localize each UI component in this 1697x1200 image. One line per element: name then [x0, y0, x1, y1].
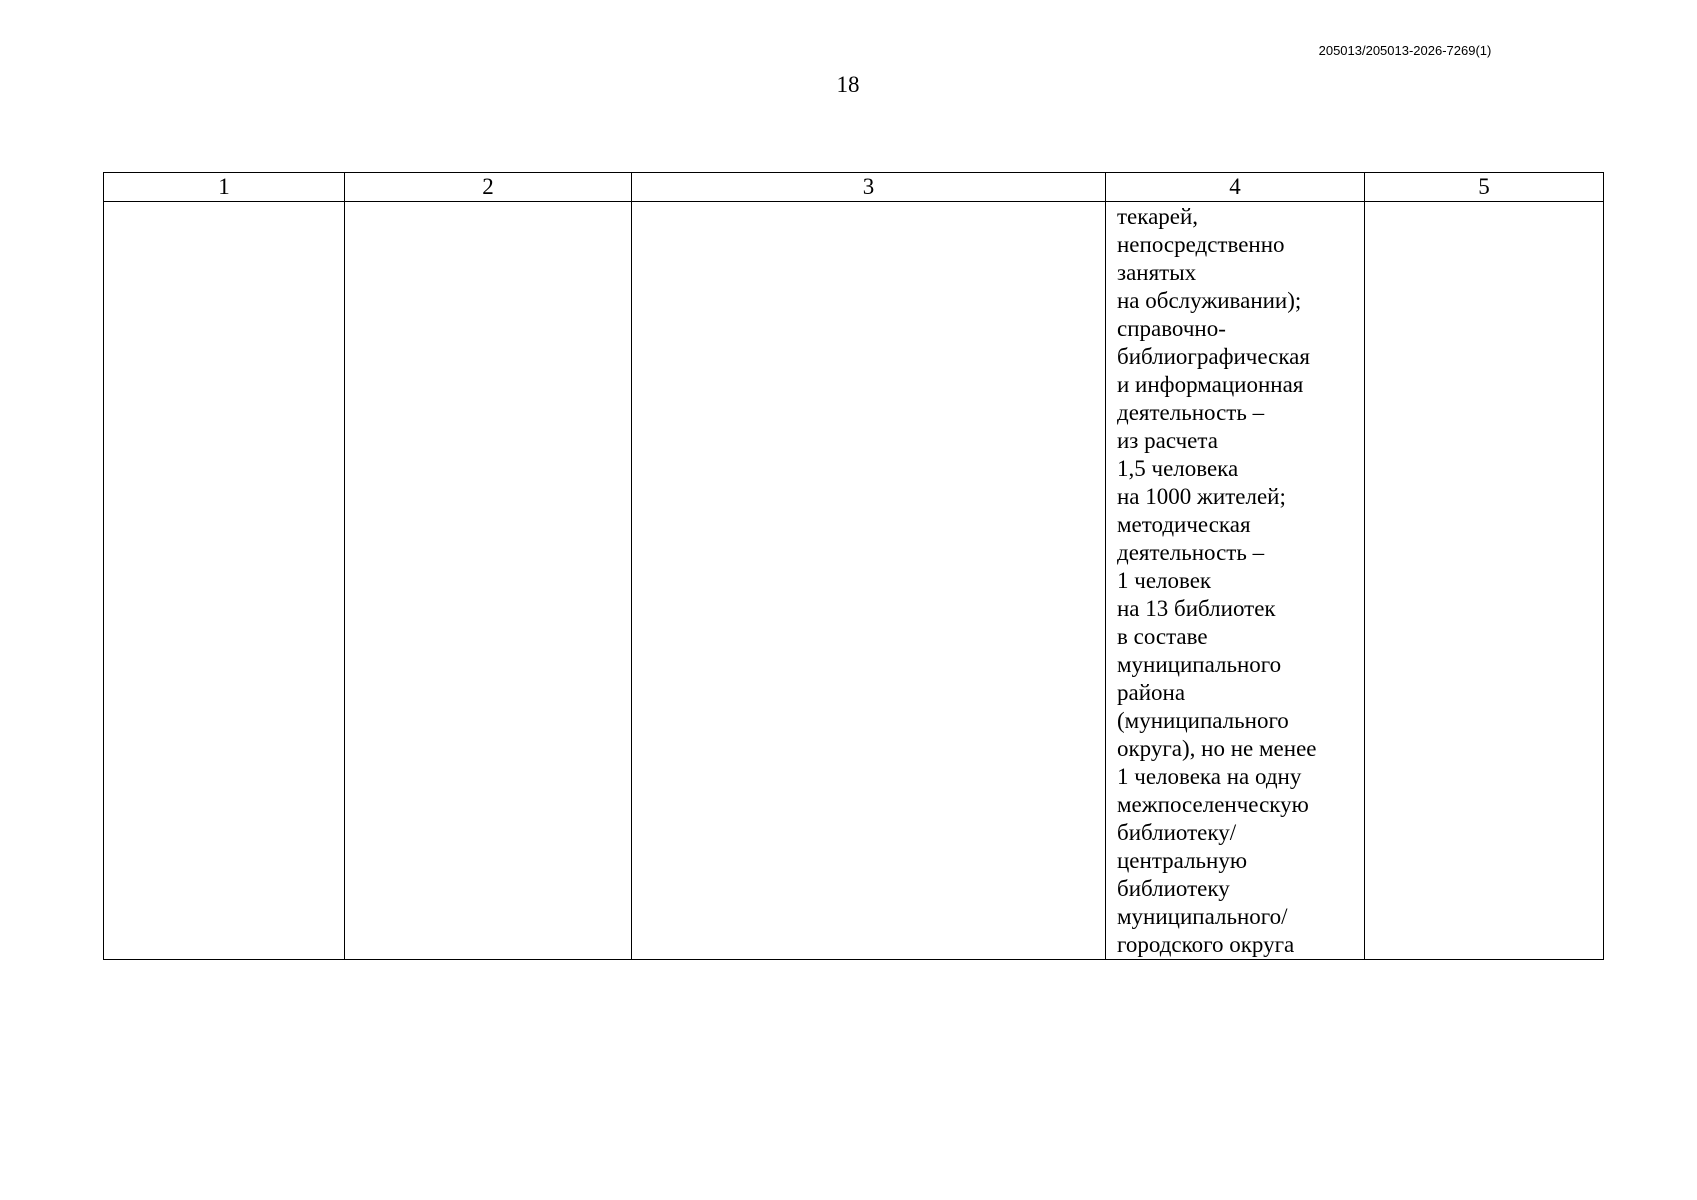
table-cell-col3 — [632, 202, 1106, 960]
table-cell-col5 — [1365, 202, 1604, 960]
column-header-4: 4 — [1106, 173, 1365, 202]
table-cell-col4 — [1106, 202, 1365, 960]
cell-text-col1 — [104, 202, 344, 203]
table-cell-col1 — [104, 202, 345, 960]
cell-text-col3 — [632, 202, 1105, 203]
cell-text-col2 — [345, 202, 631, 203]
column-header-5: 5 — [1365, 173, 1604, 202]
document-table — [103, 172, 1604, 960]
cell-text-col4: текарей, непосредственно занятых на обслуживании); справочно- библиографическая и информационная деятельность – из расчета 1,5 человека на 1000 жителей; методическая деятельность – 1 человек на 13 библиотек в составе муниципального района (муниципального округа), но не менее 1 человека на одну межпоселенческую библиотеку/ центральную библиотеку муниципального/ городского округа — [1117, 204, 1317, 957]
table-cell-col2 — [345, 202, 632, 960]
cell-text-col5 — [1365, 202, 1603, 203]
table-row — [104, 202, 1604, 960]
table-header-row — [104, 173, 1604, 202]
page-number: 18 — [836, 72, 860, 97]
column-header-2: 2 — [345, 173, 632, 202]
document-id: 205013/205013-2026-7269(1) — [1318, 43, 1492, 58]
column-header-3: 3 — [632, 173, 1106, 202]
column-header-1: 1 — [104, 173, 345, 202]
